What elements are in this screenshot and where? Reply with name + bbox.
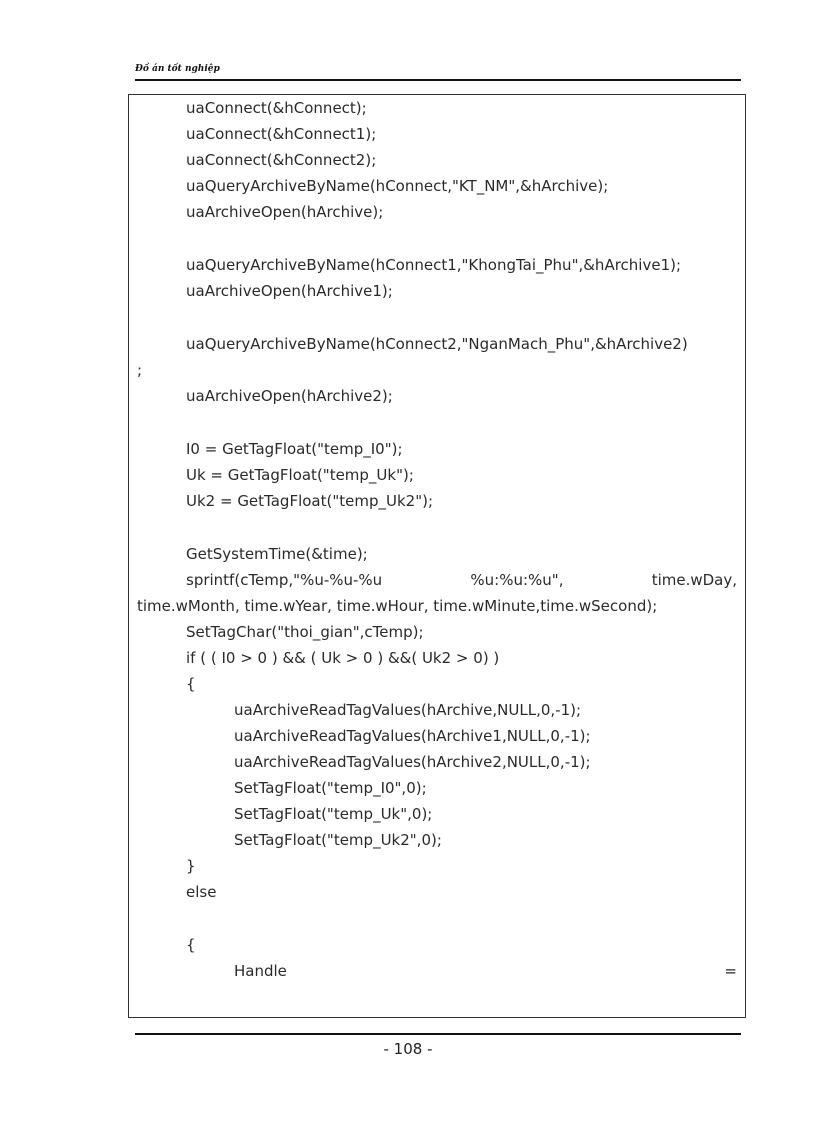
header-rule	[135, 79, 741, 81]
code-line: uaArchiveReadTagValues(hArchive1,NULL,0,-1);	[234, 727, 591, 745]
code-line: uaArchiveOpen(hArchive);	[186, 203, 384, 221]
handle-equals: =	[724, 962, 737, 980]
code-line: Uk2 = GetTagFloat("temp_Uk2");	[186, 492, 433, 510]
code-line: uaQueryArchiveByName(hConnect1,"KhongTai_Phu",&hArchive1);	[186, 256, 682, 274]
code-line: SetTagFloat("temp_Uk2",0);	[234, 831, 442, 849]
code-line: if ( ( I0 > 0 ) && ( Uk > 0 ) &&( Uk2 > 0) )	[186, 649, 500, 667]
code-line: {	[186, 936, 196, 954]
header-title: Đồ án tốt nghiệp	[135, 64, 220, 74]
code-line: uaConnect(&hConnect1);	[186, 125, 377, 143]
code-box	[128, 94, 746, 1018]
code-line: uaArchiveReadTagValues(hArchive2,NULL,0,-1);	[234, 753, 591, 771]
code-line: uaQueryArchiveByName(hConnect,"KT_NM",&hArchive);	[186, 177, 609, 195]
page-number: - 108 -	[383, 1040, 433, 1058]
code-line: GetSystemTime(&time);	[186, 545, 368, 563]
code-line: SetTagChar("thoi_gian",cTemp);	[186, 623, 424, 641]
code-line-sprintf	[129, 567, 745, 593]
code-line: }	[186, 857, 196, 875]
code-line: uaArchiveReadTagValues(hArchive,NULL,0,-1);	[234, 701, 582, 719]
code-line: uaConnect(&hConnect);	[186, 99, 367, 117]
code-line: I0 = GetTagFloat("temp_I0");	[186, 440, 403, 458]
code-line: {	[186, 675, 196, 693]
code-line: uaArchiveOpen(hArchive1);	[186, 282, 393, 300]
code-line-handle	[129, 958, 745, 984]
code-line: uaConnect(&hConnect2);	[186, 151, 377, 169]
code-line: Uk = GetTagFloat("temp_Uk");	[186, 466, 414, 484]
sprintf-part-1: sprintf(cTemp,"%u-%u-%u	[186, 571, 383, 589]
code-line: uaQueryArchiveByName(hConnect2,"NganMach_Phu",&hArchive2)	[186, 335, 688, 353]
code-line: time.wMonth, time.wYear, time.wHour, time.wMinute,time.wSecond);	[137, 597, 658, 615]
code-line: SetTagFloat("temp_Uk",0);	[234, 805, 433, 823]
code-line: SetTagFloat("temp_I0",0);	[234, 779, 427, 797]
code-line: else	[186, 883, 217, 901]
footer-rule	[135, 1033, 741, 1035]
sprintf-part-3: time.wDay,	[651, 571, 737, 589]
handle-keyword: Handle	[234, 962, 287, 980]
code-line: uaArchiveOpen(hArchive2);	[186, 387, 393, 405]
sprintf-part-2: %u:%u:%u",	[470, 571, 564, 589]
code-line: ;	[137, 361, 143, 379]
